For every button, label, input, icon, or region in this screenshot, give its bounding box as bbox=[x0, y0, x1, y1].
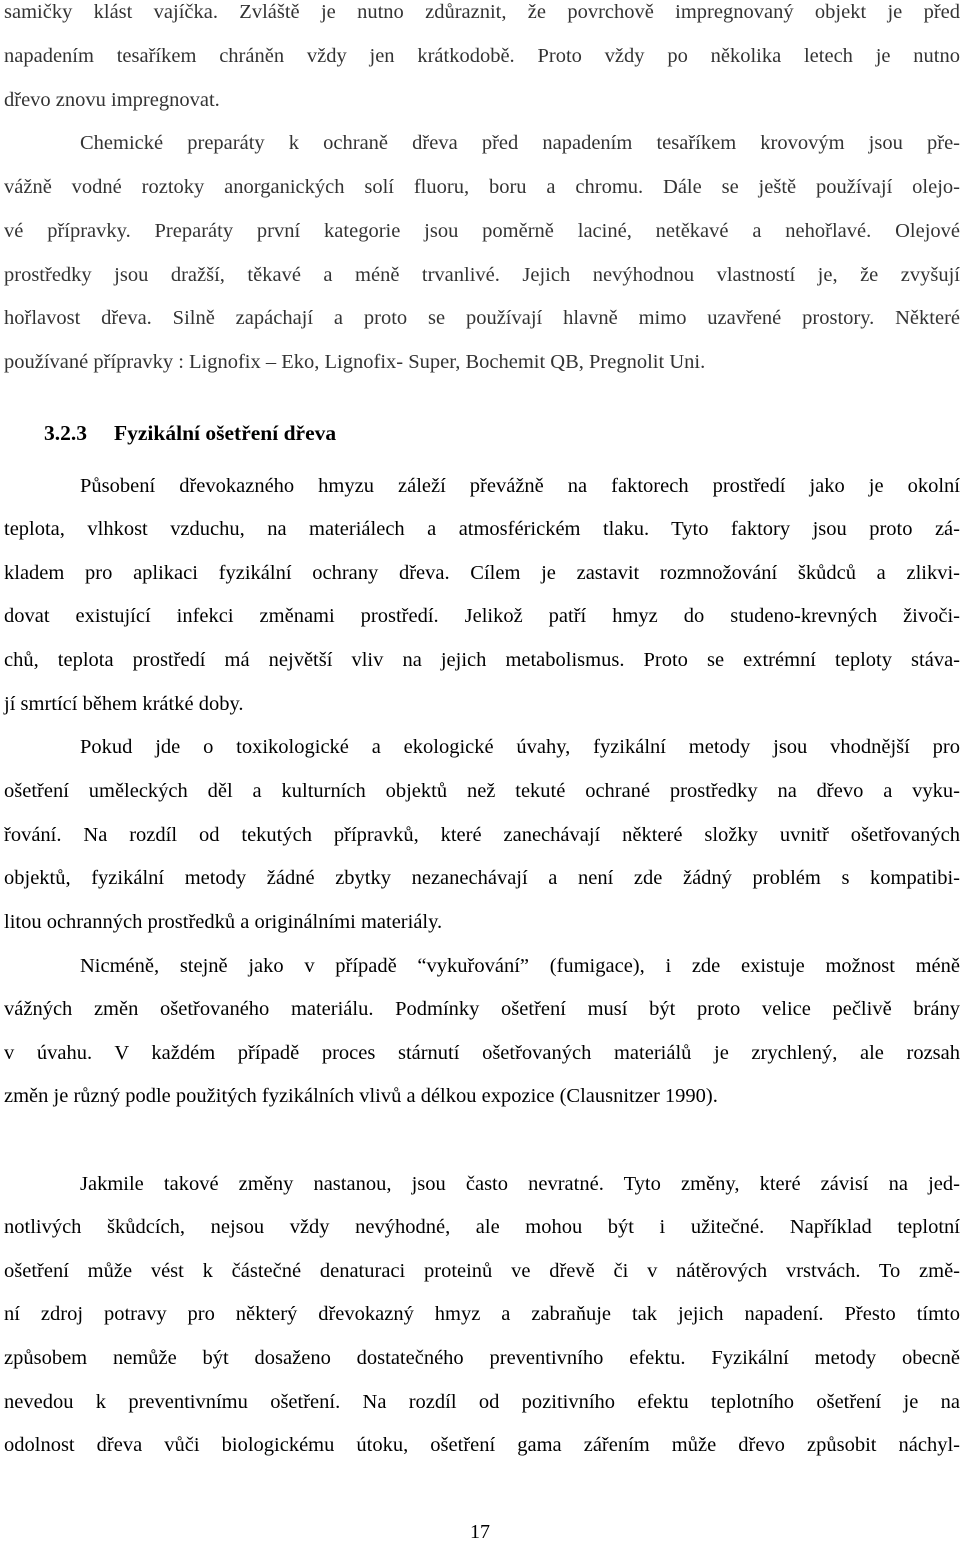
paragraph-line: notlivých škůdcích, nejsou vždy nevýhodné, ale mohou být i užitečné. Například teplotní bbox=[4, 1216, 960, 1238]
paragraph-line: vážných změn ošetřovaného materiálu. Podmínky ošetření musí být proto velice pečlivě brány bbox=[4, 998, 960, 1020]
paragraph-line: Nicméně, stejně jako v případě “vykuřování” (fumigace), i zde existuje možnost méně bbox=[80, 955, 960, 977]
paragraph-line: Pokud jde o toxikologické a ekologické úvahy, fyzikální metody jsou vhodnější pro bbox=[80, 736, 960, 758]
paragraph-line: chů, teplota prostředí má největší vliv na jejich metabolismus. Proto se extrémní teploty stáva- bbox=[4, 649, 960, 671]
paragraph-line: dovat existující infekci změnami prostředí. Jelikož patří hmyz do studeno-krevných živoči- bbox=[4, 605, 960, 627]
paragraph-line: teplota, vlhkost vzduchu, na materiálech a atmosférickém tlaku. Tyto faktory jsou proto zá- bbox=[4, 518, 960, 540]
paragraph-line: kladem pro aplikaci fyzikální ochrany dřeva. Cílem je zastavit rozmnožování škůdců a zlikvi- bbox=[4, 562, 960, 584]
paragraph-line: změn je různý podle použitých fyzikálních vlivů a délkou expozice (Clausnitzer 1990). bbox=[4, 1085, 718, 1107]
paragraph-line: hořlavost dřeva. Silně zapáchají a proto se používají hlavně mimo uzavřené prostory. Některé bbox=[4, 307, 960, 329]
paragraph-line: dřevo znovu impregnovat. bbox=[4, 89, 220, 111]
paragraph-line: v úvahu. V každém případě proces stárnutí ošetřovaných materiálů je zrychlený, ale rozsah bbox=[4, 1042, 960, 1064]
paragraph-line: objektů, fyzikální metody žádné zbytky nezanechávají a není zde žádný problém s kompatibi- bbox=[4, 867, 960, 889]
paragraph-line: odolnost dřeva vůči biologickému útoku, ošetření gama zářením může dřevo způsobit náchyl- bbox=[4, 1434, 960, 1456]
paragraph-line: vé přípravky. Preparáty první kategorie jsou poměrně laciné, netěkavé a nehořlavé. Olejové bbox=[4, 220, 960, 242]
page-number: 17 bbox=[470, 1521, 490, 1543]
section-title: Fyzikální ošetření dřeva bbox=[114, 421, 337, 445]
paragraph-line: prostředky jsou dražší, těkavé a méně trvanlivé. Jejich nevýhodnou vlastností je, že zvyšují bbox=[4, 264, 960, 286]
paragraph-line: litou ochranných prostředků a originálními materiály. bbox=[4, 911, 443, 933]
section-heading bbox=[44, 420, 336, 446]
paragraph-line: používané přípravky : Lignofix – Eko, Lignofix- Super, Bochemit QB, Pregnolit Uni. bbox=[4, 351, 706, 373]
paragraph-line: řování. Na rozdíl od tekutých přípravků, které zanechávají některé složky uvnitř ošetřovaných bbox=[4, 824, 960, 846]
paragraph-line: vážně vodné roztoky anorganických solí fluoru, boru a chromu. Dále se ještě používají olejo- bbox=[4, 176, 960, 198]
paragraph-line: nevedou k preventivnímu ošetření. Na rozdíl od pozitivního efektu teplotního ošetření je na bbox=[4, 1391, 960, 1413]
paragraph-line: Chemické preparáty k ochraně dřeva před napadením tesaříkem krovovým jsou pře- bbox=[80, 132, 960, 154]
paragraph-line: ní zdroj potravy pro některý dřevokazný hmyz a zabraňuje tak jejich napadení. Přesto tímto bbox=[4, 1303, 960, 1325]
paragraph-line: ošetření může vést k částečné denaturaci proteinů ve dřevě či v nátěrových vrstvách. To změ- bbox=[4, 1260, 960, 1282]
paragraph-line: způsobem nemůže být dosaženo dostatečného preventivního efektu. Fyzikální metody obecně bbox=[4, 1347, 960, 1369]
paragraph-line: samičky klást vajíčka. Zvláště je nutno zdůraznit, že povrchově impregnovaný objekt je před bbox=[4, 1, 960, 23]
paragraph-line: napadením tesaříkem chráněn vždy jen krátkodobě. Proto vždy po několika letech je nutno bbox=[4, 45, 960, 67]
section-number: 3.2.3 bbox=[44, 421, 87, 445]
paragraph-line: ošetření uměleckých děl a kulturních objektů než tekuté ochrané prostředky na dřevo a vyku- bbox=[4, 780, 960, 802]
paragraph-line: jí smrtící během krátké doby. bbox=[4, 693, 244, 715]
paragraph-line: Jakmile takové změny nastanou, jsou často nevratné. Tyto změny, které závisí na jed- bbox=[80, 1173, 960, 1195]
paragraph-line: Působení dřevokazného hmyzu záleží převážně na faktorech prostředí jako je okolní bbox=[80, 475, 960, 497]
